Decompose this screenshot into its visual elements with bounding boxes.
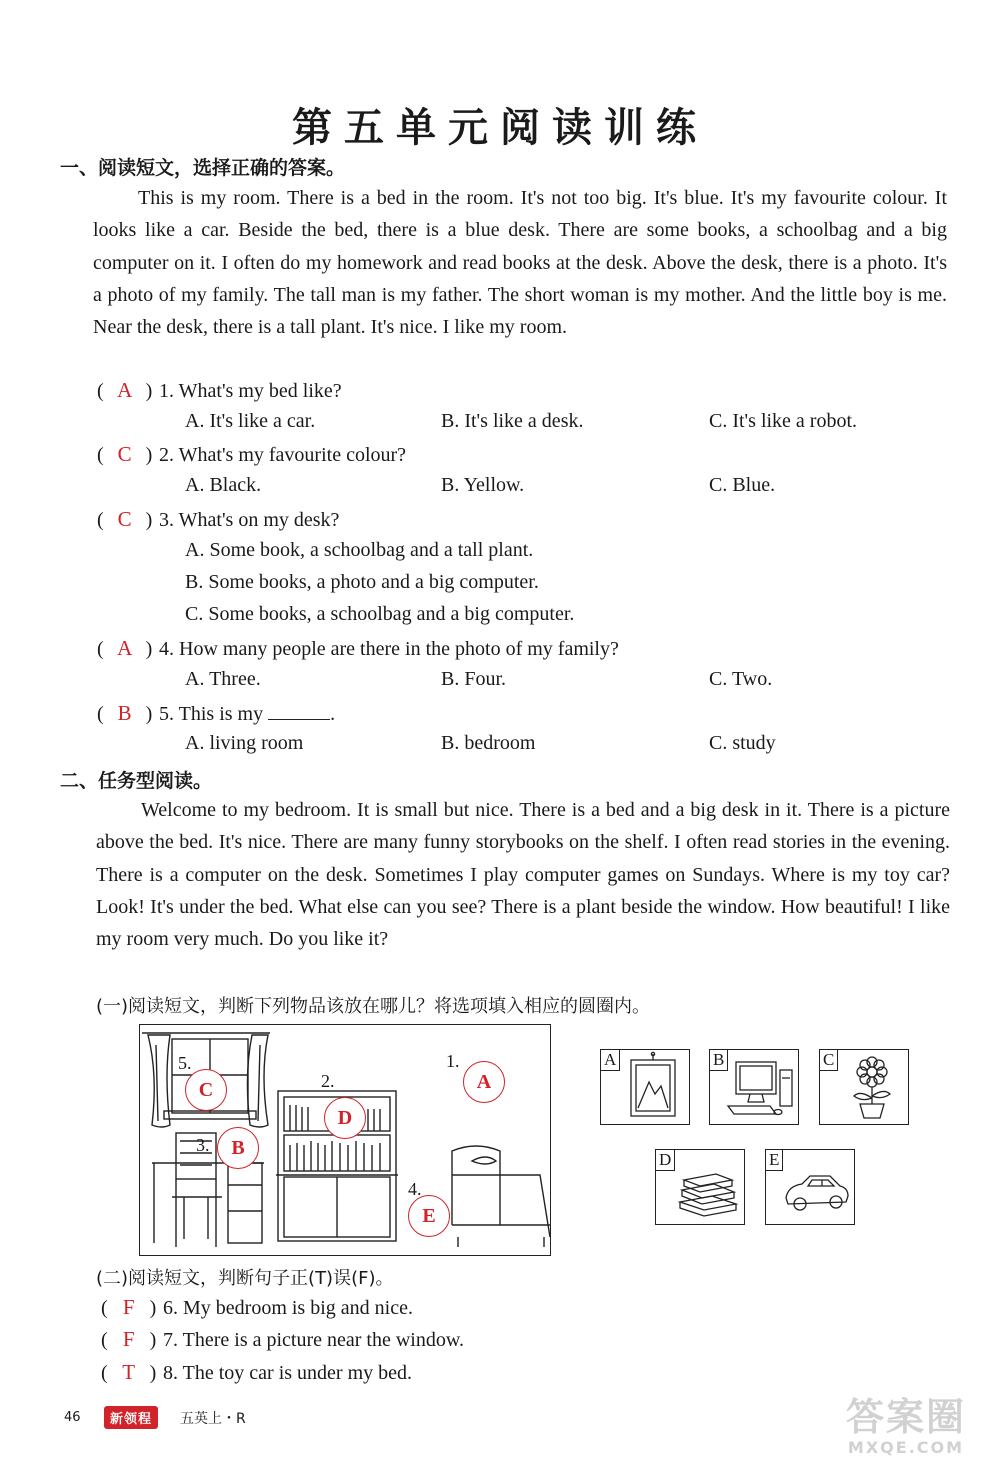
q3-option-b: B. Some books, a photo and a big computer. — [185, 571, 539, 593]
plant-icon — [820, 1050, 908, 1124]
answer-mark: B — [117, 701, 132, 725]
q5-option-c: C. study — [709, 732, 776, 754]
answer-mark: F — [122, 1327, 135, 1351]
q1-option-c: C. It's like a robot. — [709, 410, 858, 432]
photo-frame-icon — [601, 1050, 689, 1124]
card-a-photo-frame — [600, 1049, 690, 1125]
card-d-books — [655, 1149, 745, 1225]
section-1-heading: 一、阅读短文，选择正确的答案。 — [60, 157, 346, 179]
question-1 — [97, 378, 342, 403]
answer-circle-5[interactable]: C — [185, 1069, 227, 1111]
question-text: 3. What's on my desk? — [159, 509, 340, 531]
page-number: 46 — [64, 1410, 81, 1425]
question-5: ( B ) 5. This is my . — [97, 701, 336, 725]
question-7 — [101, 1327, 464, 1352]
card-label: E — [766, 1150, 783, 1171]
card-label: A — [601, 1050, 620, 1071]
question-text: 8. The toy car is under my bed. — [163, 1362, 413, 1384]
toy-car-icon — [766, 1150, 854, 1224]
card-label: B — [710, 1050, 728, 1071]
spot-number-2: 2. — [321, 1071, 335, 1091]
answer-mark: C — [117, 507, 132, 531]
question-text: 6. My bedroom is big and nice. — [163, 1297, 413, 1319]
question-2 — [97, 442, 406, 467]
brand-badge: 新领程 — [104, 1406, 158, 1429]
bedroom-scene — [139, 1024, 551, 1256]
passage-text: Welcome to my bedroom. It is small but nice. There is a bed and a big desk in it. There is a picture above the bed. It's nice. There are many funny storybooks on the shelf. I often read stories in the evening. There is a computer on the desk. Sometimes I play computer games on Sundays. Where is my toy car? Look! It's under the bed. What else can you see? There is a plant beside the window. How beautiful! I like my room very much. Do you like it? — [96, 799, 950, 951]
q4-option-a: A. Three. — [185, 668, 261, 690]
q1-option-b: B. It's like a desk. — [441, 410, 584, 432]
question-3 — [97, 507, 339, 532]
grade-label: 五英上・R — [180, 1411, 246, 1427]
books-icon — [656, 1150, 744, 1224]
question-6 — [101, 1295, 413, 1320]
section-2-passage — [96, 794, 950, 955]
spot-number-3: 3. — [196, 1135, 210, 1155]
question-text: 4. How many people are there in the photo of my family? — [159, 638, 619, 660]
passage-text: This is my room. There is a bed in the room. It's not too big. It's blue. It's my favourite colour. It looks like a car. Beside the bed, there is a blue desk. There are some books, a schoolbag and a big computer on it. I often do my homework and read books at the desk. Above the desk, there is a photo. It's a photo of my family. The tall man is my father. The short woman is my mother. And the little boy is me. Near the desk, there is a tall plant. It's nice. I like my room. — [93, 187, 947, 339]
q4-option-b: B. Four. — [441, 668, 507, 690]
part-2-heading: (二)阅读短文，判断句子正(T)误(F)。 — [96, 1268, 394, 1289]
q5-option-a: A. living room — [185, 732, 304, 754]
watermark — [826, 1396, 986, 1457]
answer-paren[interactable]: ( C ) — [97, 507, 153, 531]
answer-paren[interactable]: ( A ) — [97, 378, 153, 402]
q2-option-a: A. Black. — [185, 474, 262, 496]
answer-paren[interactable]: ( C ) — [97, 442, 153, 466]
spot-number-4: 4. — [408, 1179, 422, 1199]
q4-option-c: C. Two. — [709, 668, 773, 690]
q2-option-c: C. Blue. — [709, 474, 776, 496]
q3-option-c: C. Some books, a schoolbag and a big computer. — [185, 603, 575, 625]
question-text: 2. What's my favourite colour? — [159, 444, 407, 466]
q2-option-b: B. Yellow. — [441, 474, 525, 496]
section-1-passage — [93, 182, 947, 343]
answer-mark: T — [122, 1360, 136, 1384]
card-label: C — [820, 1050, 838, 1071]
answer-circle-1[interactable]: A — [463, 1061, 505, 1103]
answer-paren[interactable]: ( A ) — [97, 636, 153, 660]
question-8 — [101, 1360, 412, 1385]
answer-paren[interactable]: ( B ) — [97, 701, 153, 725]
answer-circle-2[interactable]: D — [324, 1097, 366, 1139]
page-title: 第五单元阅读训练 — [292, 104, 708, 151]
answer-mark: C — [117, 442, 132, 466]
spot-number-5: 5. — [178, 1053, 192, 1073]
watermark-logo: 答案圈 — [845, 1395, 966, 1439]
answer-circle-4[interactable]: E — [408, 1195, 450, 1237]
answer-circle-3[interactable]: B — [217, 1127, 259, 1169]
question-text: 7. There is a picture near the window. — [163, 1329, 465, 1351]
spot-number-1: 1. — [446, 1051, 460, 1071]
q5-option-b: B. bedroom — [441, 732, 536, 754]
question-text: 5. This is my — [159, 703, 264, 725]
answer-mark: F — [122, 1295, 135, 1319]
card-b-computer — [709, 1049, 799, 1125]
answer-mark: A — [117, 378, 133, 402]
question-4 — [97, 636, 619, 661]
q1-option-a: A. It's like a car. — [185, 410, 316, 432]
fill-blank[interactable] — [268, 703, 330, 720]
card-e-toy-car — [765, 1149, 855, 1225]
part-1-heading: (一)阅读短文，判断下列物品该放在哪儿？将选项填入相应的圆圈内。 — [96, 996, 651, 1017]
section-2-heading: 二、任务型阅读。 — [60, 770, 213, 792]
watermark-url: MXQE.COM — [847, 1438, 965, 1457]
card-c-plant — [819, 1049, 909, 1125]
answer-paren[interactable]: ( T ) — [101, 1360, 157, 1384]
answer-paren[interactable]: ( F ) — [101, 1327, 157, 1351]
question-text: 1. What's my bed like? — [159, 380, 342, 402]
answer-paren[interactable]: ( F ) — [101, 1295, 157, 1319]
answer-mark: A — [117, 636, 133, 660]
computer-icon — [710, 1050, 798, 1124]
q3-option-a: A. Some book, a schoolbag and a tall plant. — [185, 539, 534, 561]
card-label: D — [656, 1150, 675, 1171]
